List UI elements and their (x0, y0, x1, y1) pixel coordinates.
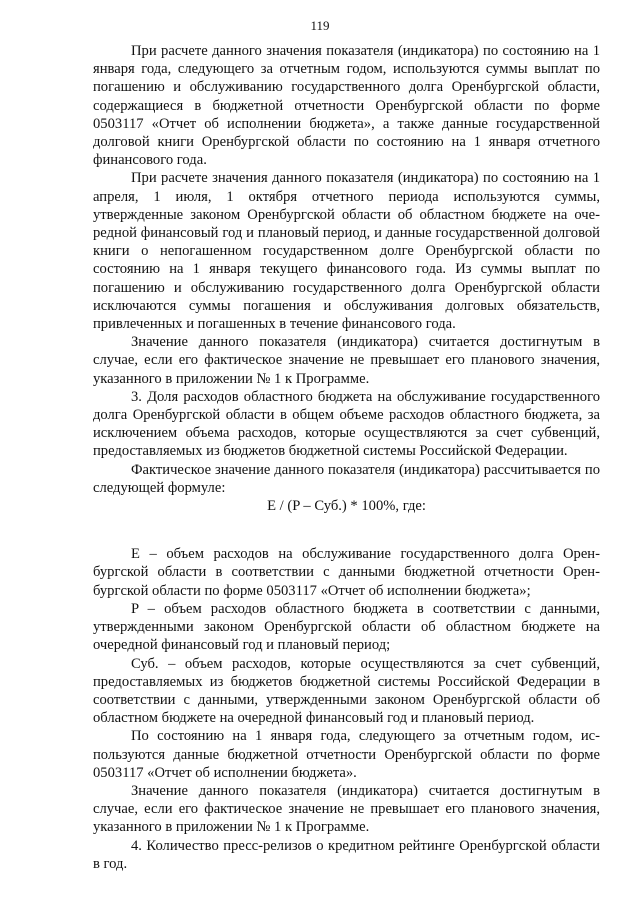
paragraph-reporting-data: По состоянию на 1 января года, следующего за отчетным годом, используются данные бюджетной отчетности Оренбургской области по форме 0503117 «Отчет об исполнении бюджета». (93, 728, 600, 781)
paragraph-quarterly-calculation: При расчете значения данного показателя (индикатора) по состоянию на 1 апреля, 1 июля, 1 октября отчетного периода используются суммы, утвержденные законом Оренбургской области об областном бюджете на очередной финансовый год и плановый период, и данные государственной долговой книги о непогашенном государственном долге Оренбургской области по состоянию на 1 января текущего финансового года. Из суммы выплат по погашению и обслуживанию государственного долга Оренбургской области исключаются суммы погашения и обслуживания долговых обязательств, привлеченных и погашенных в течение финансового года. (93, 170, 600, 333)
page-number: 119 (310, 18, 330, 33)
paragraph-indicator-3: 3. Доля расходов областного бюджета на обслуживание государственного долга Оренбургской области в общем объеме расходов областного бюджета, за исключением объема расходов, которые осуществляются за счет субвенций, предоставляемых из бюджетов бюджетной системы Российской Федерации. (93, 388, 600, 460)
definition-e: E – объем расходов на обслуживание государственного долга Оренбургской области в соответствии с данными бюджетной отчетности Оренбургской области по форме 0503117 «Отчет об исполнении бюджета»; (93, 546, 600, 599)
definition-sub: Суб. – объем расходов, которые осуществляются за счет субвенций, предоставляемых из бюджетов бюджетной системы Российской Федерации в соответствии с данными, утвержденными законом Оренбургской области об областном бюджете на очередной финансовый год и плановый период. (93, 655, 600, 727)
paragraph-indicator-4: 4. Количество пресс-релизов о кредитном рейтинге Оренбургской области в год. (93, 837, 600, 872)
paragraph-achievement-condition: Значение данного показателя (индикатора) считается достигнутым в случае, если его фактическое значение не превышает его планового значения, указанного в приложении № 1 к Программе. (93, 334, 600, 387)
paragraph-achievement-condition-2: Значение данного показателя (индикатора) считается достигнутым в случае, если его фактическое значение не превышает его планового значения, указанного в приложении № 1 к Программе. (93, 782, 600, 836)
definition-p: P – объем расходов областного бюджета в соответствии с данными, утвержденными законом Оренбургской области об областном бюджете на очередной финансовый год и плановый период; (93, 600, 600, 654)
formula: E / (P – Суб.) * 100%, где: (267, 498, 426, 515)
paragraph-annual-calculation: При расчете данного значения показателя (индикатора) по состоянию на 1 января года, следующего за отчетным годом, используются суммы выплат по погашению и обслуживанию государственного долга Оренбургской области, содержащиеся в бюджетной отчетности Оренбургской области по форме 0503117 «Отчет об исполнении бюджета», а также данные государственной долговой книги Оренбургской области по состоянию на 1 января отчетного финансового года. (93, 43, 600, 169)
paragraph-formula-intro: Фактическое значение данного показателя (индикатора) рассчитывается по следующей формуле: (93, 461, 600, 496)
document-body (93, 42, 600, 873)
